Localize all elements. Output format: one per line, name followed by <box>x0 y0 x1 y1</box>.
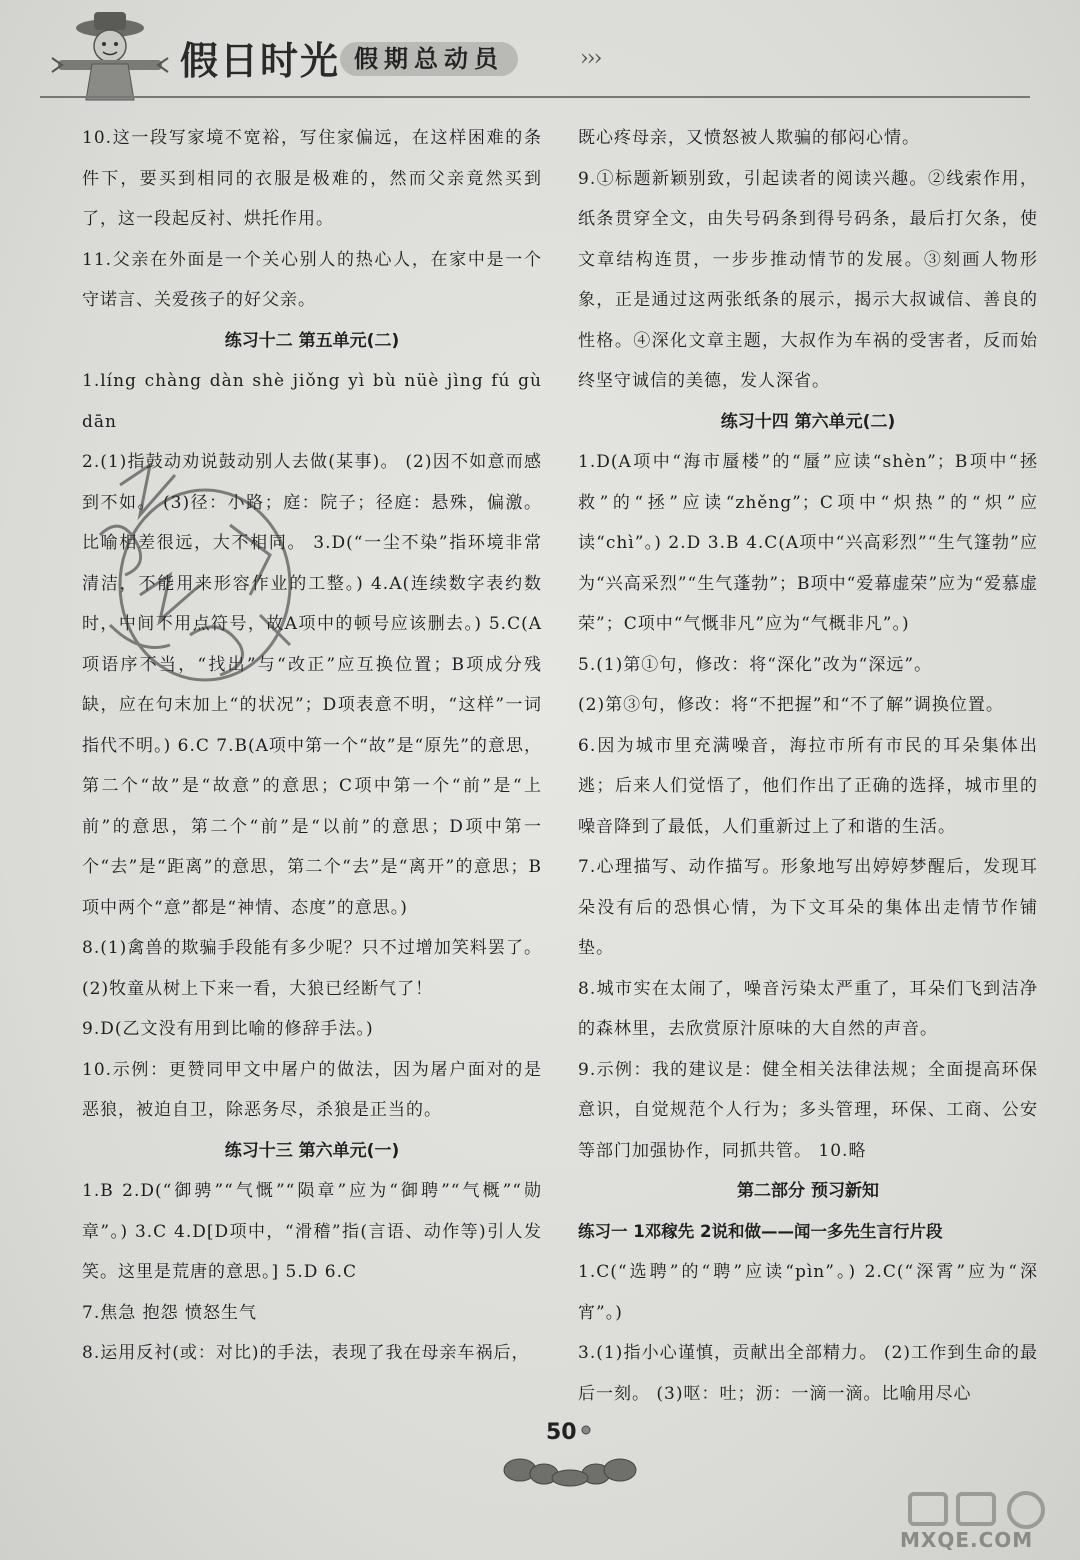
answer-paragraph: (2)第③句，修改：将“不把握”和“不了解”调换位置。 <box>578 695 1004 715</box>
section-heading: 练习十四 第六单元(二) <box>720 411 896 432</box>
section-heading: 练习十三 第六单元(一) <box>224 1140 400 1161</box>
answer-paragraph: 3.(1)指小心谨慎，贡献出全部精力。 (2)工作到生命的最后一刻。 (3)呕：吐；沥：一滴一滴。比喻用尽心 <box>578 1343 1038 1404</box>
answer-paragraph: 11.父亲在外面是一个关心别人的热心人，在家中是一个守诺言、关爱孩子的好父亲。 <box>82 249 542 310</box>
answer-paragraph: 8.(1)禽兽的欺骗手段能有多少呢？只不过增加笑料罢了。 (2)牧童从树上下来一看，大狼已经断气了！ <box>82 938 542 999</box>
page-number: 50 <box>546 1420 577 1445</box>
header-divider <box>40 96 1030 98</box>
right-column <box>578 118 1038 1414</box>
answer-paragraph: 8.运用反衬(或：对比)的手法，表现了我在母亲车祸后， <box>82 1343 530 1363</box>
answer-paragraph: 既心疼母亲，又愤怒被人欺骗的郁闷心情。 <box>578 128 920 148</box>
answer-paragraph: 6.因为城市里充满噪音，海拉市所有市民的耳朵集体出逃；后来人们觉悟了，他们作出了正确的选择，城市里的噪音降到了最低，人们重新过上了和谐的生活。 <box>578 735 1038 837</box>
section-heading: 第二部分 预习新知 <box>737 1181 879 1201</box>
answer-paragraph: 7.心理描写、动作描写。形象地写出婷婷梦醒后，发现耳朵没有后的恐惧心情，为下文耳朵的集体出走情节作铺垫。 <box>578 857 1038 958</box>
header-title: 假日时光 <box>180 39 341 83</box>
answer-paragraph: 2.(1)指鼓动劝说鼓动别人去做(某事)。 (2)因不如意而感到不如。 (3)径：小路；庭：院子；径庭：悬殊，偏激。比喻相差很远，大不相同。 3.D(“一尘不染”指环境非常清洁，不能用来形容作业的工整。) 4.A(连续数字表约数时，中间不用点符号，故A项中的顿号应该删去。) 5.C(A项语序不当，“找出”与“改正”应互换位置；B项成分残缺，应在句末加上“的状况”；D项表意不明，“这样”一词指代不明。) 6.C 7.B(A项中第一个“故”是“原先”的意思，第二个“故”是“故意”的意思；C项中第一个“前”是“上前”的意思，第二个“前”是“以前”的意思；D项中第一个“去”是“距离”的意思，第二个“去”是“离开”的意思；B项中两个“意”都是“神情、态度”的意思。) <box>82 452 542 918</box>
answer-paragraph: 1.C(“选聘”的“聘”应读“pìn”。) 2.C(“深霄”应为“深宵”。) <box>578 1262 1038 1323</box>
answer-paragraph: 10.示例：更赞同甲文中屠户的做法，因为屠户面对的是恶狼，被迫自卫，除恶务尽，杀狼是正当的。 <box>82 1059 542 1120</box>
answer-paragraph: 8.城市实在太闹了，噪音污染太严重了，耳朵们飞到洁净的森林里，去欣赏原汁原味的大自然的声音。 <box>578 978 1038 1039</box>
page-header <box>40 8 660 108</box>
scarecrow-mascot-icon <box>50 8 190 103</box>
answer-paragraph: 9.D(乙文没有用到比喻的修辞手法。) <box>82 1019 374 1039</box>
section-heading: 练习十二 第五单元(二) <box>224 330 400 351</box>
answer-paragraph: 1.líng chàng dàn shè jiǒng yì bù nüè jìng fú gù dān <box>82 371 542 432</box>
chevron-right-icon: ››› <box>580 46 601 71</box>
answer-paragraph: 5.(1)第①句，修改：将“深化”改为“深远”。 <box>578 654 933 675</box>
answer-paragraph: 1.B 2.D(“御骋”“气慨”“陨章”应为“御聘”“气概”“勋章”。) 3.C 4.D[D项中，“滑稽”指(言语、动作等)引人发笑。这里是荒唐的意思。] 5.D 6.C <box>82 1181 542 1282</box>
answer-paragraph: 9.示例：我的建议是：健全相关法律法规；全面提高环保意识，自觉规范个人行为；多头管理，环保、工商、公安等部门加强协作，同抓共管。 10.略 <box>578 1059 1038 1161</box>
site-watermark-text: MXQE.COM <box>900 1528 1034 1552</box>
header-subtitle: 假期总动员 <box>340 42 518 76</box>
answer-paragraph: 7.焦急 抱怨 愤怒生气 <box>82 1302 258 1323</box>
left-column <box>82 118 542 1374</box>
answer-paragraph: 9.①标题新颖别致，引起读者的阅读兴趣。②线索作用，纸条贯穿全文，由失号码条到得号码条，最后打欠条，使文章结构连贯，一步步推动情节的发展。③刻画人物形象，正是通过这两张纸条的展示，揭示大叔诚信、善良的性格。④深化文章主题，大叔作为车祸的受害者，反而始终坚守诚信的美德，发人深省。 <box>578 168 1038 391</box>
answer-paragraph: 10.这一段写家境不宽裕，写住家偏远，在这样困难的条件下，要买到相同的衣服是极难的，然而父亲竟然买到了，这一段起反衬、烘托作用。 <box>82 128 542 229</box>
answer-paragraph: 1.D(A项中“海市蜃楼”的“蜃”应读“shèn”；B项中“拯救”的“拯”应读“zhěng”；C项中“炽热”的“炽”应读“chì”。) 2.D 3.B 4.C(A项中“兴高彩烈”“生气篷勃”应为“兴高采烈”“生气蓬勃”；B项中“爱幕虚荣”应为“爱慕虚荣”；C项中“气慨非凡”应为“气概非凡”。) <box>578 452 1038 634</box>
subsection-heading: 练习一 1邓稼先 2说和做——闻一多先生言行片段 <box>578 1221 943 1241</box>
handwritten-watermark <box>80 445 310 695</box>
